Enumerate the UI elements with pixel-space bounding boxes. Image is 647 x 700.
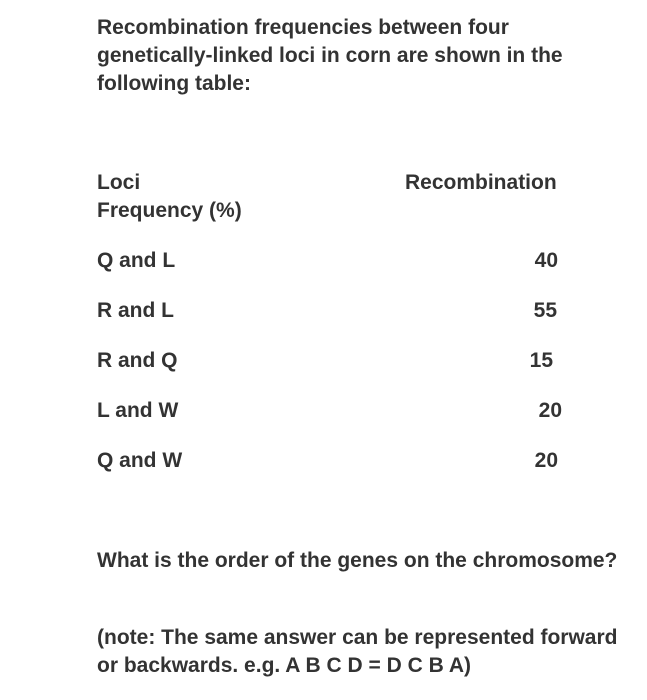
row-frequency: 55	[533, 299, 557, 322]
header-frequency: Frequency (%)	[97, 199, 242, 222]
row-frequency: 20	[538, 399, 562, 422]
row-frequency: 20	[534, 449, 558, 472]
row-loci: L and W	[97, 399, 179, 422]
header-loci: Loci	[97, 171, 141, 194]
row-loci: R and L	[97, 299, 174, 322]
row-frequency: 15	[529, 349, 553, 372]
table-row	[97, 447, 617, 475]
table-row	[97, 347, 617, 375]
header-recombination: Recombination	[405, 171, 557, 194]
table-row	[97, 397, 617, 425]
intro-paragraph: Recombination frequencies between four genetically-linked loci in corn are shown in the following table:	[97, 16, 563, 95]
table-row	[97, 247, 617, 275]
note-text: (note: The same answer can be represented forward or backwards. e.g. A B C D = D C B A)	[97, 626, 618, 677]
question-text: What is the order of the genes on the chromosome?	[97, 549, 618, 572]
table-header	[97, 169, 617, 197]
row-loci: Q and L	[97, 249, 176, 272]
row-frequency: 40	[534, 249, 558, 272]
table-row	[97, 297, 617, 325]
row-loci: R and Q	[97, 349, 178, 372]
row-loci: Q and W	[97, 449, 183, 472]
